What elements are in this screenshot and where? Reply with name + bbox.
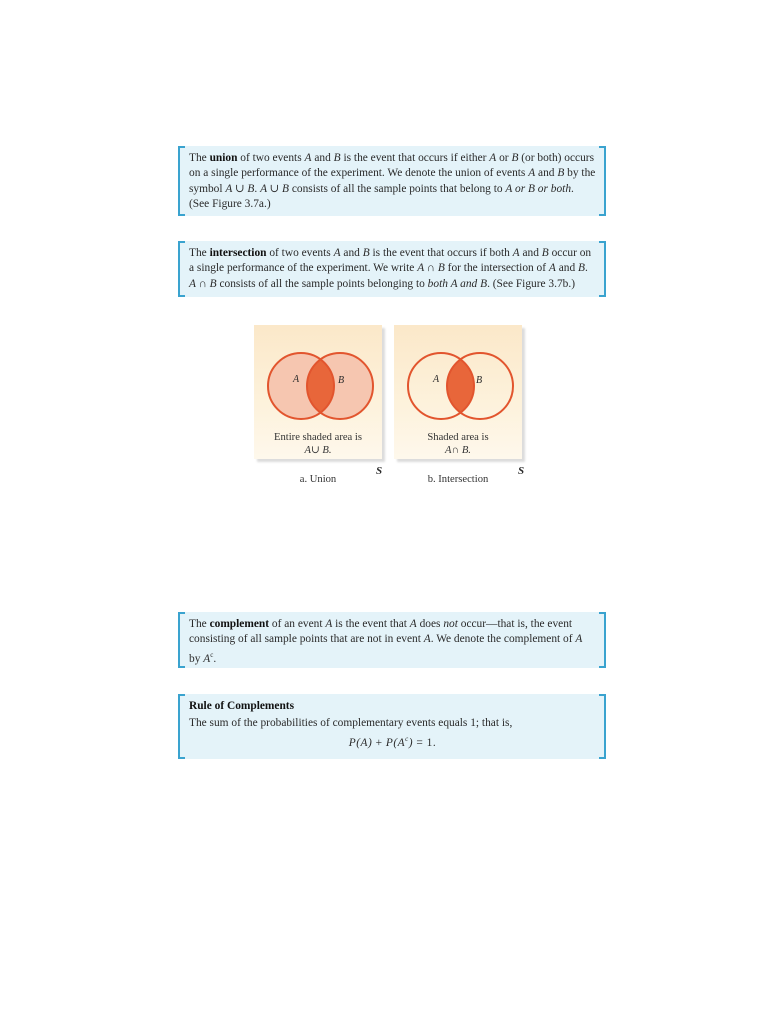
intersection-definition-box: [178, 241, 606, 297]
rule-title: Rule of Complements: [189, 700, 295, 712]
intersection-label-b: B: [476, 375, 483, 386]
intersection-label-a: A: [433, 374, 440, 385]
left-bracket: [178, 146, 185, 216]
union-definition-box: [178, 146, 606, 216]
union-definition-text: The union of two events A and B is the event that occurs if either A or B (or both) occurs on a single performance of the experiment. We denote the union of events A and B by the symbol A ∪ B. A ∪ B consists of all the sample points that belong to A or B or both. (See Figure 3.7a.): [189, 152, 596, 210]
union-sample-space-label: S: [376, 465, 383, 477]
rule-formula: $P(A) + P(A^c) = 1$.: [348, 734, 437, 749]
intersection-shaded-label-1: Shaded area is: [427, 432, 489, 443]
intersection-term: intersection: [209, 247, 267, 259]
intersection-panel: [394, 325, 522, 459]
complement-definition-text: The complement of an event A is the event that A does not occur—that is, the event consisting of all sample points that are not in event A. We denote the complement of A by $A^c$.: [189, 618, 583, 665]
union-label-b: B: [338, 375, 345, 386]
complement-definition-box: [178, 612, 606, 668]
rule-text: The sum of the probabilities of complementary events equals 1; that is,: [189, 717, 513, 730]
union-caption: a. Union: [299, 474, 337, 485]
left-bracket: [178, 241, 185, 297]
union-term: union: [209, 152, 238, 164]
left-bracket: [178, 694, 185, 759]
venn-figure: [250, 322, 540, 492]
union-panel: [254, 325, 382, 459]
intersection-definition-text: The intersection of two events A and B is the event that occurs if both A and B occur on a single performance of the experiment. We write A ∩ B for the intersection of A and B. A ∩ B consists of all the sample points belonging to both A and B. (See Figure 3.7b.): [189, 247, 592, 290]
intersection-shaded-label-2: A∩ B.: [445, 445, 471, 456]
right-bracket: [599, 612, 606, 668]
rule-of-complements-box: [178, 694, 606, 759]
union-shaded-label-2: A∪ B.: [304, 445, 332, 456]
union-shaded-label-1: Entire shaded area is: [274, 432, 362, 443]
union-label-a: A: [293, 374, 300, 385]
complement-term: complement: [209, 618, 270, 630]
right-bracket: [599, 694, 606, 759]
intersection-caption: b. Intersection: [427, 474, 489, 485]
left-bracket: [178, 612, 185, 668]
right-bracket: [599, 146, 606, 216]
intersection-sample-space-label: S: [518, 465, 525, 477]
right-bracket: [599, 241, 606, 297]
